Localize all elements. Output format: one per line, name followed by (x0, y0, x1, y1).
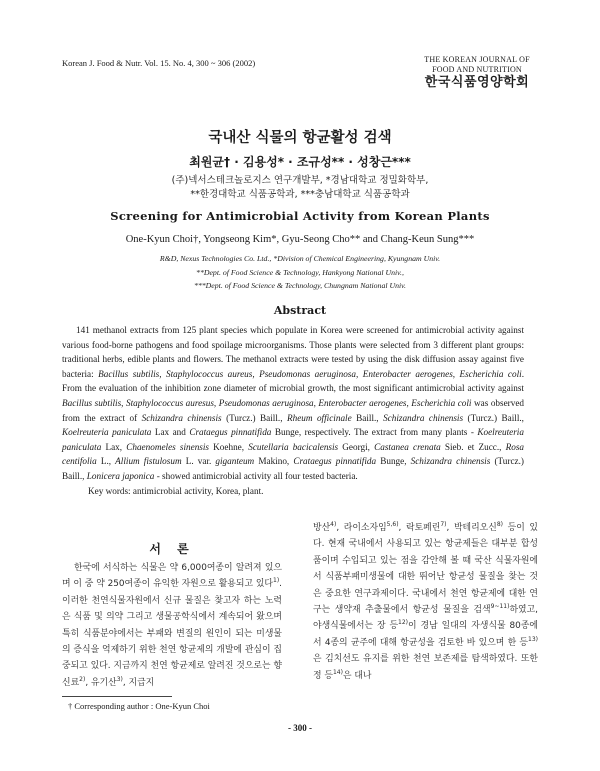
english-affiliation-1: R&D, Nexus Technologies Co. Ltd., *Division of Chemical Engineering, Kyungnam Univ. (159, 254, 441, 263)
corresponding-author-footnote: † Corresponding author : One-Kyun Choi (68, 701, 210, 711)
footnote-divider (62, 696, 172, 697)
journal-name-line2: FOOD AND NUTRITION (432, 65, 522, 74)
journal-citation: Korean J. Food & Nutr. Vol. 15. No. 4, 300 ~ 306 (2002) (62, 58, 256, 68)
abstract-heading: Abstract (273, 304, 327, 317)
intro-left-column: 한국에 서식하는 식물은 약 6,000여종이 알려져 있으며 이 중 약 250여종이 유익한 자원으로 활용되고 있다$^{1)}$. 이러한 천연식물자원에서 신규 물질은 찾고자 하는 노력은 식품 및 의약 그리고 생물공학식에서 계속되어 왔으며 특히 식품분야에서는 부패와 변질의 원인이 되는 미생물의 증식을 억제하기 위한 천연 항균제의 개발에 관심이 집중되고 있다. 지금까지 천연 항균제로 알려진 것으로는 향신료$^{2)}$, 유기산$^{3)}$, 지급지 (62, 563, 282, 688)
korean-title: 국내산 식물의 항균활성 검색 (208, 130, 392, 146)
journal-masthead (402, 55, 552, 91)
korean-authors: 최원균† · 김용성* · 조규성** · 성창근*** (189, 155, 411, 169)
keywords: Key words: antimicrobial activity, Korea, plant. (88, 486, 264, 496)
english-authors: One-Kyun Choi†, Yongseong Kim*, Gyu-Seong Cho** and Chang-Keun Sung*** (125, 234, 475, 245)
intro-right-column: 방산$^{4)}$, 라이소자임$^{5,6)}$, 락토페린$^{7)}$, 박테리오신$^{8)}$ 등이 있다. 현재 국내에서 사용되고 있는 항균제들은 대부분 합성품이며 수입되고 있는 점을 감안해 볼 때 국산 식물자원에서 식품부패미생물에 대한 뛰어난 항균성 물질을 찾는 것은 중요한 연구과제이다. 국내에서 천연 항균제에 대한 연구는 생약재 추출물에서 항균성 물질을 검색$^{9\sim 11)}$하였고, 야생식물에서는 장 등$^{12)}$이 경남 일대의 자생식물 80종에서 4종의 균주에 대해 항균성을 검토한 바 있으며 한 등$^{13)}$은 김치선도 유지를 위한 천연 보존제를 탐색하였다. 또한 정 등$^{14)}$은 대나 (313, 521, 538, 681)
abstract-body: 141 methanol extracts from 125 plant species which populate in Korea were screened for antimicrobial activity against various food-borne pathogens and food spoilage microorganisms. Those plants were selected from 3 different plant groups: traditional herbs, edible plants and flowers. The methanol extracts were tested by using the disk diffusion assay against five bacteria: Bacillus subtilis, Staphylococcus aureus, Pseudomonas aeruginosa, Enterobacter aerogenes, Escherichia coli. From the evaluation of the inhibition zone diameter of microbial growth, the most significant antimicrobial activity against Bacillus subtilis, Staphylococcus auresus, Pseudomonas aeruginosa, Enterobacter aerogenes, Escherichia coli was observed from the extract of Schizandra chinensis (Turcz.) Baill., Rheum officinale Baill., Schizandra chinensis (Turcz.) Baill., Koelreuteria paniculata Lax and Crataegus pinnatifida Bunge, respectively. The extract from many plants - Koelreuteria paniculata Lax, Chaenomeles sinensis Koehne, Scutellaria bacicalensis Georgi, Castanea crenata Sieb. et Zucc., Rosa centifolia L., Allium fistulosum L. var. giganteum Makino, Crataegus pinnatifida Bunge, Schizandra chinensis (Turcz.) Baill., Lonicera japonica - showed antimicrobial activity all four tested bacteria. (62, 325, 524, 481)
korean-affiliation-2: **한경대학교 식품공학과, ***충남대학교 식품공학과 (190, 189, 410, 200)
korean-affiliation-1: (주)넥서스테크놀로지스 연구개발부, *경남대학교 정밀화학부, (171, 175, 429, 186)
journal-name-korean: 한국식품영양학회 (424, 75, 530, 90)
english-title: Screening for Antimicrobial Activity from Korean Plants (110, 209, 490, 223)
english-affiliation-3: ***Dept. of Food Science & Technology, Chungnam National Univ. (193, 281, 406, 290)
page-number: - 300 - (288, 723, 312, 733)
english-affiliation-2: **Dept. of Food Science & Technology, Hankyong National Univ., (196, 268, 404, 277)
journal-name-line1: THE KOREAN JOURNAL OF (424, 55, 530, 64)
section-heading-introduction: 서 론 (149, 542, 195, 556)
